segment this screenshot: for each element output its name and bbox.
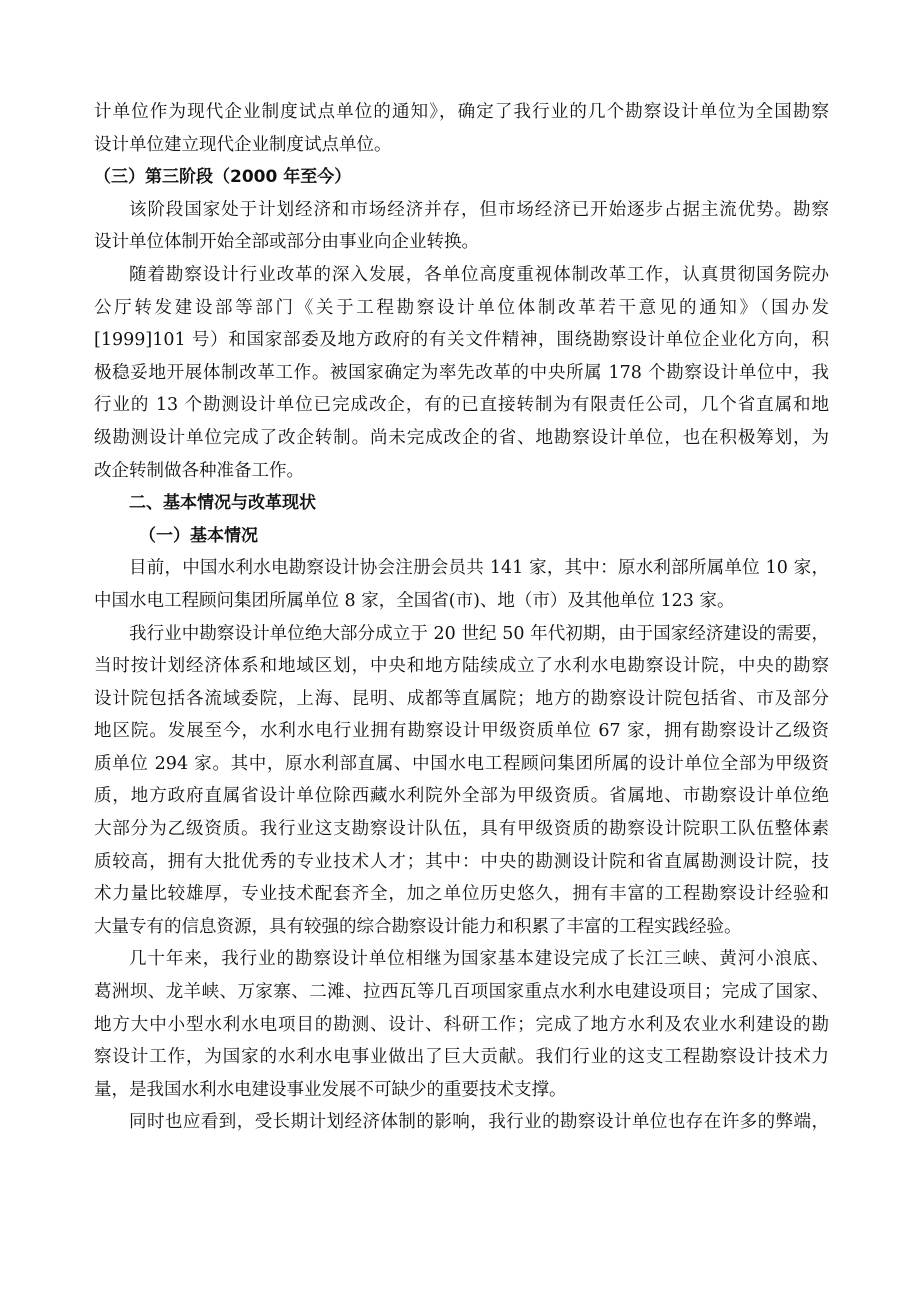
text-line: 量，是我国水利水电建设事业发展不可缺少的重要技术支撑。 [94, 1079, 567, 1100]
text-line: 公厅转发建设部等部门《关于工程勘察设计单位体制改革若干意见的通知》（国办发 [94, 297, 829, 318]
text-line: 设计单位建立现代企业制度试点单位。 [94, 134, 392, 155]
text-line: 中国水电工程顾问集团所属单位 8 家，全国省(市)、地（市）及其他单位 123 家。 [94, 590, 735, 611]
text-line: 地方大中小型水利水电项目的勘测、设计、科研工作；完成了地方水利及农业水利建设的勘 [94, 1014, 829, 1035]
section-heading: （三）第三阶段（2000 年至今） [94, 167, 352, 188]
text-line: 设计院包括各流域委院，上海、昆明、成都等直属院；地方的勘察设计院包括省、市及部分 [94, 688, 829, 709]
text-line: 葛洲坝、龙羊峡、万家寨、二滩、拉西瓦等几百项国家重点水利水电建设项目；完成了国家、 [94, 982, 829, 1003]
text-line: 质单位 294 家。其中，原水利部直属、中国水电工程顾问集团所属的设计单位全部为甲级资 [94, 753, 829, 774]
text-line: 目前，中国水利水电勘察设计协会注册会员共 141 家，其中：原水利部所属单位 10 家， [129, 558, 829, 579]
text-line: 大量专有的信息资源，具有较强的综合勘察设计能力和积累了丰富的工程实践经验。 [94, 916, 742, 937]
text-line: 该阶段国家处于计划经济和市场经济并存，但市场经济已开始逐步占据主流优势。勘察 [129, 199, 829, 220]
text-line: 改企转制做各种准备工作。 [94, 460, 304, 481]
text-line: 级勘测设计单位完成了改企转制。尚未完成改企的省、地勘察设计单位，也在积极筹划，为 [94, 427, 829, 448]
text-line: 我行业中勘察设计单位绝大部分成立于 20 世纪 50 年代初期，由于国家经济建设的需要， [129, 623, 829, 644]
text-line: 质较高，拥有大批优秀的专业技术人才；其中：中央的勘测设计院和省直属勘测设计院，技 [94, 851, 829, 872]
text-line: [1999]101 号）和国家部委及地方政府的有关文件精神，围绕勘察设计单位企业化方向，积 [94, 330, 829, 351]
text-line: 当时按计划经济体系和地域区划，中央和地方陆续成立了水利水电勘察设计院，中央的勘察 [94, 656, 829, 677]
text-line: 计单位作为现代企业制度试点单位的通知》，确定了我行业的几个勘察设计单位为全国勘察 [94, 102, 829, 122]
text-line: 地区院。发展至今，水利水电行业拥有勘察设计甲级资质单位 67 家，拥有勘察设计乙级资 [94, 721, 829, 742]
text-line: 随着勘察设计行业改革的深入发展，各单位高度重视体制改革工作，认真贯彻国务院办 [129, 264, 829, 285]
text-line: 术力量比较雄厚，专业技术配套齐全，加之单位历史悠久，拥有丰富的工程勘察设计经验和 [94, 884, 829, 905]
text-line: 质，地方政府直属省设计单位除西藏水利院外全部为甲级资质。省属地、市勘察设计单位绝 [94, 786, 829, 807]
text-line: 大部分为乙级资质。我行业这支勘察设计队伍，具有甲级资质的勘察设计院职工队伍整体素 [94, 819, 829, 840]
text-line: 设计单位体制开始全部或部分由事业向企业转换。 [94, 232, 479, 253]
text-line: 极稳妥地开展体制改革工作。被国家确定为率先改革的中央所属 178 个勘察设计单位中，我 [94, 362, 829, 383]
text-line: 行业的 13 个勘测设计单位已完成改企，有的已直接转制为有限责任公司，几个省直属和地 [94, 395, 829, 416]
section-heading: （一）基本情况 [139, 525, 258, 546]
text-line: 察设计工作，为国家的水利水电事业做出了巨大贡献。我们行业的这支工程勘察设计技术力 [94, 1047, 829, 1068]
text-line: 几十年来，我行业的勘察设计单位相继为国家基本建设完成了长江三峡、黄河小浪底、 [129, 949, 829, 970]
text-line: 同时也应看到，受长期计划经济体制的影响，我行业的勘察设计单位也存在许多的弊端， [129, 1112, 829, 1133]
document-page [94, 96, 829, 1139]
section-heading: 二、基本情况与改革现状 [129, 493, 316, 514]
